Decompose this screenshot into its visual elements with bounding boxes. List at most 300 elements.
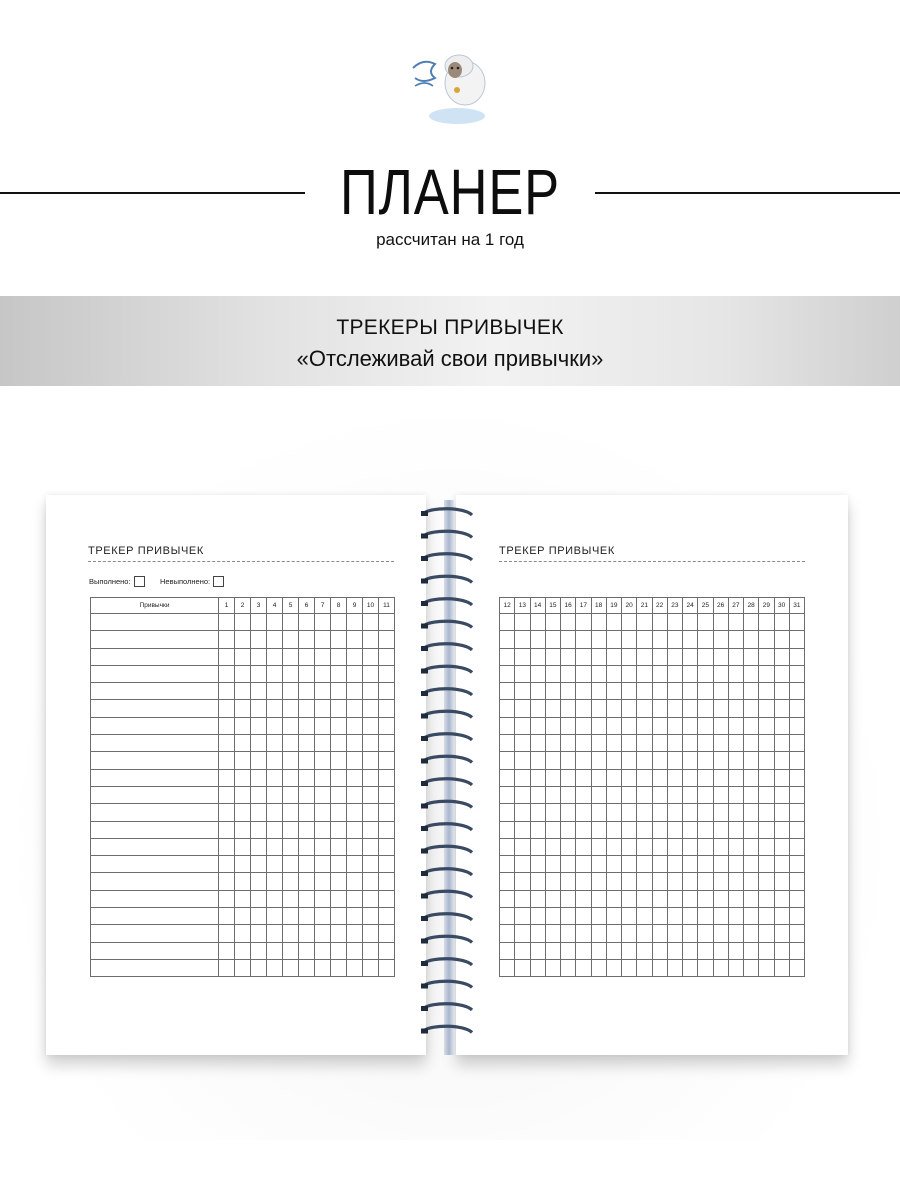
- habit-day-cell[interactable]: [622, 942, 637, 959]
- habit-day-cell[interactable]: [606, 665, 621, 682]
- habit-day-cell[interactable]: [622, 614, 637, 631]
- not-done-checkbox[interactable]: [213, 576, 224, 587]
- habit-day-cell[interactable]: [728, 665, 743, 682]
- habit-day-cell[interactable]: [515, 648, 530, 665]
- habit-day-cell[interactable]: [331, 786, 347, 803]
- habit-day-cell[interactable]: [622, 856, 637, 873]
- habit-day-cell[interactable]: [561, 856, 576, 873]
- habit-day-cell[interactable]: [759, 700, 774, 717]
- habit-day-cell[interactable]: [267, 648, 283, 665]
- habit-day-cell[interactable]: [652, 908, 667, 925]
- habit-day-cell[interactable]: [591, 856, 606, 873]
- habit-day-cell[interactable]: [347, 717, 363, 734]
- habit-day-cell[interactable]: [379, 942, 395, 959]
- habit-day-cell[interactable]: [744, 890, 759, 907]
- habit-day-cell[interactable]: [315, 700, 331, 717]
- habit-day-cell[interactable]: [606, 925, 621, 942]
- habit-day-cell[interactable]: [744, 821, 759, 838]
- habit-day-cell[interactable]: [545, 665, 560, 682]
- habit-day-cell[interactable]: [576, 648, 591, 665]
- habit-day-cell[interactable]: [219, 614, 235, 631]
- habit-day-cell[interactable]: [515, 735, 530, 752]
- habit-day-cell[interactable]: [315, 890, 331, 907]
- habit-day-cell[interactable]: [545, 700, 560, 717]
- habit-day-cell[interactable]: [283, 804, 299, 821]
- habit-day-cell[interactable]: [251, 786, 267, 803]
- habit-day-cell[interactable]: [299, 752, 315, 769]
- habit-day-cell[interactable]: [698, 700, 713, 717]
- habit-day-cell[interactable]: [698, 890, 713, 907]
- habit-day-cell[interactable]: [667, 821, 682, 838]
- habit-day-cell[interactable]: [789, 856, 804, 873]
- habit-day-cell[interactable]: [744, 838, 759, 855]
- habit-day-cell[interactable]: [728, 873, 743, 890]
- habit-day-cell[interactable]: [299, 838, 315, 855]
- habit-day-cell[interactable]: [759, 717, 774, 734]
- habit-day-cell[interactable]: [235, 873, 251, 890]
- habit-day-cell[interactable]: [251, 942, 267, 959]
- habit-day-cell[interactable]: [251, 769, 267, 786]
- habit-day-cell[interactable]: [347, 769, 363, 786]
- habit-day-cell[interactable]: [500, 925, 515, 942]
- habit-day-cell[interactable]: [728, 717, 743, 734]
- habit-day-cell[interactable]: [331, 959, 347, 976]
- habit-day-cell[interactable]: [500, 890, 515, 907]
- habit-day-cell[interactable]: [683, 925, 698, 942]
- habit-day-cell[interactable]: [283, 873, 299, 890]
- habit-day-cell[interactable]: [315, 959, 331, 976]
- habit-day-cell[interactable]: [576, 683, 591, 700]
- habit-name-cell[interactable]: [91, 821, 219, 838]
- habit-day-cell[interactable]: [683, 683, 698, 700]
- habit-day-cell[interactable]: [637, 804, 652, 821]
- habit-day-cell[interactable]: [267, 804, 283, 821]
- habit-day-cell[interactable]: [267, 614, 283, 631]
- habit-day-cell[interactable]: [299, 631, 315, 648]
- habit-day-cell[interactable]: [728, 769, 743, 786]
- habit-day-cell[interactable]: [515, 700, 530, 717]
- habit-day-cell[interactable]: [606, 683, 621, 700]
- habit-day-cell[interactable]: [379, 925, 395, 942]
- habit-day-cell[interactable]: [299, 717, 315, 734]
- habit-day-cell[interactable]: [347, 838, 363, 855]
- habit-day-cell[interactable]: [235, 821, 251, 838]
- habit-day-cell[interactable]: [545, 804, 560, 821]
- habit-day-cell[interactable]: [728, 614, 743, 631]
- habit-day-cell[interactable]: [744, 769, 759, 786]
- habit-day-cell[interactable]: [713, 959, 728, 976]
- habit-day-cell[interactable]: [219, 735, 235, 752]
- habit-day-cell[interactable]: [379, 786, 395, 803]
- habit-day-cell[interactable]: [561, 959, 576, 976]
- habit-day-cell[interactable]: [698, 786, 713, 803]
- habit-day-cell[interactable]: [622, 683, 637, 700]
- habit-day-cell[interactable]: [606, 735, 621, 752]
- habit-day-cell[interactable]: [713, 925, 728, 942]
- habit-day-cell[interactable]: [299, 665, 315, 682]
- habit-day-cell[interactable]: [759, 735, 774, 752]
- habit-day-cell[interactable]: [789, 908, 804, 925]
- habit-day-cell[interactable]: [576, 786, 591, 803]
- habit-day-cell[interactable]: [251, 856, 267, 873]
- habit-day-cell[interactable]: [251, 665, 267, 682]
- habit-day-cell[interactable]: [652, 838, 667, 855]
- habit-day-cell[interactable]: [500, 769, 515, 786]
- habit-name-cell[interactable]: [91, 786, 219, 803]
- habit-day-cell[interactable]: [561, 908, 576, 925]
- habit-day-cell[interactable]: [789, 873, 804, 890]
- habit-day-cell[interactable]: [515, 717, 530, 734]
- habit-day-cell[interactable]: [637, 856, 652, 873]
- habit-day-cell[interactable]: [652, 890, 667, 907]
- habit-day-cell[interactable]: [667, 838, 682, 855]
- habit-day-cell[interactable]: [561, 648, 576, 665]
- habit-day-cell[interactable]: [591, 631, 606, 648]
- habit-day-cell[interactable]: [667, 873, 682, 890]
- habit-day-cell[interactable]: [606, 614, 621, 631]
- habit-day-cell[interactable]: [728, 890, 743, 907]
- habit-day-cell[interactable]: [235, 683, 251, 700]
- habit-day-cell[interactable]: [561, 614, 576, 631]
- habit-day-cell[interactable]: [530, 873, 545, 890]
- habit-day-cell[interactable]: [267, 700, 283, 717]
- habit-day-cell[interactable]: [219, 769, 235, 786]
- habit-day-cell[interactable]: [591, 942, 606, 959]
- habit-day-cell[interactable]: [315, 631, 331, 648]
- habit-day-cell[interactable]: [698, 752, 713, 769]
- habit-day-cell[interactable]: [235, 959, 251, 976]
- habit-day-cell[interactable]: [683, 856, 698, 873]
- habit-day-cell[interactable]: [591, 752, 606, 769]
- habit-day-cell[interactable]: [698, 631, 713, 648]
- habit-day-cell[interactable]: [637, 648, 652, 665]
- habit-day-cell[interactable]: [667, 925, 682, 942]
- habit-day-cell[interactable]: [379, 873, 395, 890]
- habit-day-cell[interactable]: [363, 890, 379, 907]
- habit-day-cell[interactable]: [299, 683, 315, 700]
- habit-day-cell[interactable]: [622, 959, 637, 976]
- habit-day-cell[interactable]: [561, 700, 576, 717]
- habit-day-cell[interactable]: [363, 700, 379, 717]
- habit-day-cell[interactable]: [774, 631, 789, 648]
- habit-day-cell[interactable]: [347, 648, 363, 665]
- habit-name-cell[interactable]: [91, 838, 219, 855]
- habit-day-cell[interactable]: [606, 873, 621, 890]
- habit-day-cell[interactable]: [652, 683, 667, 700]
- habit-day-cell[interactable]: [759, 856, 774, 873]
- habit-name-cell[interactable]: [91, 631, 219, 648]
- habit-day-cell[interactable]: [283, 908, 299, 925]
- habit-day-cell[interactable]: [347, 614, 363, 631]
- habit-day-cell[interactable]: [652, 856, 667, 873]
- habit-day-cell[interactable]: [515, 665, 530, 682]
- habit-day-cell[interactable]: [363, 804, 379, 821]
- habit-day-cell[interactable]: [713, 804, 728, 821]
- habit-day-cell[interactable]: [576, 942, 591, 959]
- habit-day-cell[interactable]: [622, 648, 637, 665]
- habit-day-cell[interactable]: [500, 683, 515, 700]
- habit-day-cell[interactable]: [363, 683, 379, 700]
- habit-day-cell[interactable]: [744, 717, 759, 734]
- habit-day-cell[interactable]: [606, 959, 621, 976]
- habit-day-cell[interactable]: [652, 700, 667, 717]
- habit-day-cell[interactable]: [267, 890, 283, 907]
- habit-day-cell[interactable]: [591, 804, 606, 821]
- habit-name-cell[interactable]: [91, 873, 219, 890]
- habit-day-cell[interactable]: [652, 873, 667, 890]
- habit-day-cell[interactable]: [299, 890, 315, 907]
- habit-day-cell[interactable]: [698, 856, 713, 873]
- habit-day-cell[interactable]: [591, 786, 606, 803]
- habit-day-cell[interactable]: [789, 804, 804, 821]
- habit-day-cell[interactable]: [500, 614, 515, 631]
- habit-day-cell[interactable]: [545, 942, 560, 959]
- habit-day-cell[interactable]: [774, 856, 789, 873]
- habit-day-cell[interactable]: [363, 735, 379, 752]
- habit-day-cell[interactable]: [759, 908, 774, 925]
- habit-day-cell[interactable]: [545, 683, 560, 700]
- habit-day-cell[interactable]: [267, 665, 283, 682]
- habit-day-cell[interactable]: [789, 648, 804, 665]
- habit-day-cell[interactable]: [500, 838, 515, 855]
- habit-day-cell[interactable]: [315, 683, 331, 700]
- habit-day-cell[interactable]: [251, 700, 267, 717]
- habit-day-cell[interactable]: [667, 700, 682, 717]
- habit-day-cell[interactable]: [591, 890, 606, 907]
- habit-day-cell[interactable]: [267, 717, 283, 734]
- habit-day-cell[interactable]: [561, 717, 576, 734]
- habit-day-cell[interactable]: [283, 752, 299, 769]
- habit-day-cell[interactable]: [363, 925, 379, 942]
- habit-day-cell[interactable]: [347, 959, 363, 976]
- habit-day-cell[interactable]: [235, 804, 251, 821]
- habit-day-cell[interactable]: [283, 700, 299, 717]
- habit-day-cell[interactable]: [774, 683, 789, 700]
- habit-day-cell[interactable]: [606, 769, 621, 786]
- habit-day-cell[interactable]: [759, 804, 774, 821]
- habit-day-cell[interactable]: [622, 925, 637, 942]
- habit-day-cell[interactable]: [379, 752, 395, 769]
- habit-day-cell[interactable]: [683, 648, 698, 665]
- habit-day-cell[interactable]: [637, 735, 652, 752]
- habit-name-cell[interactable]: [91, 942, 219, 959]
- habit-day-cell[interactable]: [576, 614, 591, 631]
- habit-day-cell[interactable]: [606, 752, 621, 769]
- habit-day-cell[interactable]: [515, 786, 530, 803]
- habit-day-cell[interactable]: [315, 821, 331, 838]
- habit-day-cell[interactable]: [789, 614, 804, 631]
- habit-day-cell[interactable]: [606, 890, 621, 907]
- habit-name-cell[interactable]: [91, 769, 219, 786]
- habit-day-cell[interactable]: [683, 752, 698, 769]
- habit-day-cell[interactable]: [267, 959, 283, 976]
- habit-day-cell[interactable]: [283, 838, 299, 855]
- habit-day-cell[interactable]: [299, 804, 315, 821]
- habit-day-cell[interactable]: [622, 700, 637, 717]
- habit-day-cell[interactable]: [698, 665, 713, 682]
- habit-day-cell[interactable]: [379, 735, 395, 752]
- habit-day-cell[interactable]: [622, 908, 637, 925]
- habit-day-cell[interactable]: [576, 717, 591, 734]
- habit-day-cell[interactable]: [299, 700, 315, 717]
- habit-day-cell[interactable]: [235, 752, 251, 769]
- habit-day-cell[interactable]: [698, 873, 713, 890]
- habit-day-cell[interactable]: [515, 873, 530, 890]
- habit-day-cell[interactable]: [606, 717, 621, 734]
- habit-day-cell[interactable]: [500, 665, 515, 682]
- habit-day-cell[interactable]: [683, 908, 698, 925]
- habit-day-cell[interactable]: [283, 665, 299, 682]
- habit-day-cell[interactable]: [606, 700, 621, 717]
- habit-day-cell[interactable]: [774, 769, 789, 786]
- habit-day-cell[interactable]: [530, 890, 545, 907]
- habit-day-cell[interactable]: [251, 804, 267, 821]
- habit-day-cell[interactable]: [591, 700, 606, 717]
- habit-day-cell[interactable]: [315, 925, 331, 942]
- habit-day-cell[interactable]: [315, 908, 331, 925]
- habit-day-cell[interactable]: [667, 856, 682, 873]
- habit-day-cell[interactable]: [251, 890, 267, 907]
- habit-day-cell[interactable]: [667, 959, 682, 976]
- habit-day-cell[interactable]: [744, 752, 759, 769]
- habit-day-cell[interactable]: [530, 856, 545, 873]
- habit-day-cell[interactable]: [744, 925, 759, 942]
- habit-day-cell[interactable]: [591, 717, 606, 734]
- habit-day-cell[interactable]: [637, 769, 652, 786]
- habit-day-cell[interactable]: [774, 959, 789, 976]
- habit-day-cell[interactable]: [683, 942, 698, 959]
- habit-name-cell[interactable]: [91, 856, 219, 873]
- habit-day-cell[interactable]: [219, 631, 235, 648]
- habit-day-cell[interactable]: [315, 735, 331, 752]
- habit-day-cell[interactable]: [500, 631, 515, 648]
- habit-day-cell[interactable]: [713, 717, 728, 734]
- habit-day-cell[interactable]: [622, 769, 637, 786]
- habit-day-cell[interactable]: [545, 648, 560, 665]
- habit-day-cell[interactable]: [713, 735, 728, 752]
- habit-day-cell[interactable]: [759, 752, 774, 769]
- habit-day-cell[interactable]: [283, 631, 299, 648]
- habit-day-cell[interactable]: [652, 735, 667, 752]
- habit-day-cell[interactable]: [500, 700, 515, 717]
- habit-day-cell[interactable]: [530, 665, 545, 682]
- habit-day-cell[interactable]: [698, 683, 713, 700]
- habit-day-cell[interactable]: [576, 804, 591, 821]
- habit-day-cell[interactable]: [235, 856, 251, 873]
- habit-day-cell[interactable]: [379, 838, 395, 855]
- habit-day-cell[interactable]: [667, 665, 682, 682]
- habit-day-cell[interactable]: [728, 959, 743, 976]
- habit-day-cell[interactable]: [637, 717, 652, 734]
- habit-day-cell[interactable]: [315, 665, 331, 682]
- habit-day-cell[interactable]: [315, 752, 331, 769]
- habit-day-cell[interactable]: [683, 890, 698, 907]
- habit-day-cell[interactable]: [283, 735, 299, 752]
- habit-day-cell[interactable]: [759, 838, 774, 855]
- habit-day-cell[interactable]: [515, 752, 530, 769]
- habit-day-cell[interactable]: [591, 873, 606, 890]
- habit-day-cell[interactable]: [515, 942, 530, 959]
- habit-day-cell[interactable]: [713, 908, 728, 925]
- habit-day-cell[interactable]: [652, 804, 667, 821]
- habit-day-cell[interactable]: [331, 752, 347, 769]
- habit-day-cell[interactable]: [283, 717, 299, 734]
- habit-name-cell[interactable]: [91, 804, 219, 821]
- habit-day-cell[interactable]: [363, 838, 379, 855]
- habit-day-cell[interactable]: [637, 786, 652, 803]
- habit-day-cell[interactable]: [331, 769, 347, 786]
- habit-day-cell[interactable]: [379, 890, 395, 907]
- habit-day-cell[interactable]: [789, 683, 804, 700]
- habit-day-cell[interactable]: [606, 838, 621, 855]
- habit-day-cell[interactable]: [299, 942, 315, 959]
- habit-day-cell[interactable]: [331, 856, 347, 873]
- habit-day-cell[interactable]: [283, 942, 299, 959]
- habit-day-cell[interactable]: [219, 942, 235, 959]
- habit-day-cell[interactable]: [744, 856, 759, 873]
- habit-day-cell[interactable]: [759, 890, 774, 907]
- habit-day-cell[interactable]: [728, 804, 743, 821]
- habit-day-cell[interactable]: [267, 942, 283, 959]
- habit-day-cell[interactable]: [667, 614, 682, 631]
- habit-day-cell[interactable]: [379, 821, 395, 838]
- habit-day-cell[interactable]: [500, 804, 515, 821]
- habit-day-cell[interactable]: [379, 769, 395, 786]
- habit-day-cell[interactable]: [774, 665, 789, 682]
- habit-day-cell[interactable]: [667, 804, 682, 821]
- habit-day-cell[interactable]: [576, 890, 591, 907]
- habit-day-cell[interactable]: [315, 838, 331, 855]
- habit-day-cell[interactable]: [283, 614, 299, 631]
- habit-day-cell[interactable]: [347, 735, 363, 752]
- habit-day-cell[interactable]: [652, 648, 667, 665]
- habit-day-cell[interactable]: [576, 908, 591, 925]
- habit-day-cell[interactable]: [637, 821, 652, 838]
- habit-day-cell[interactable]: [774, 804, 789, 821]
- habit-day-cell[interactable]: [545, 890, 560, 907]
- habit-day-cell[interactable]: [251, 717, 267, 734]
- habit-day-cell[interactable]: [774, 614, 789, 631]
- habit-day-cell[interactable]: [315, 786, 331, 803]
- habit-day-cell[interactable]: [759, 942, 774, 959]
- habit-day-cell[interactable]: [728, 700, 743, 717]
- habit-day-cell[interactable]: [713, 648, 728, 665]
- habit-day-cell[interactable]: [331, 873, 347, 890]
- habit-day-cell[interactable]: [219, 925, 235, 942]
- habit-day-cell[interactable]: [530, 735, 545, 752]
- habit-day-cell[interactable]: [219, 683, 235, 700]
- habit-day-cell[interactable]: [713, 614, 728, 631]
- habit-day-cell[interactable]: [728, 752, 743, 769]
- habit-day-cell[interactable]: [789, 769, 804, 786]
- habit-day-cell[interactable]: [545, 614, 560, 631]
- habit-day-cell[interactable]: [530, 700, 545, 717]
- habit-day-cell[interactable]: [515, 838, 530, 855]
- habit-day-cell[interactable]: [759, 959, 774, 976]
- habit-day-cell[interactable]: [219, 752, 235, 769]
- habit-day-cell[interactable]: [235, 648, 251, 665]
- habit-day-cell[interactable]: [235, 942, 251, 959]
- habit-day-cell[interactable]: [219, 786, 235, 803]
- habit-day-cell[interactable]: [683, 769, 698, 786]
- habit-day-cell[interactable]: [515, 804, 530, 821]
- habit-day-cell[interactable]: [637, 838, 652, 855]
- habit-day-cell[interactable]: [561, 735, 576, 752]
- habit-day-cell[interactable]: [379, 648, 395, 665]
- habit-day-cell[interactable]: [347, 942, 363, 959]
- habit-day-cell[interactable]: [683, 959, 698, 976]
- habit-day-cell[interactable]: [500, 648, 515, 665]
